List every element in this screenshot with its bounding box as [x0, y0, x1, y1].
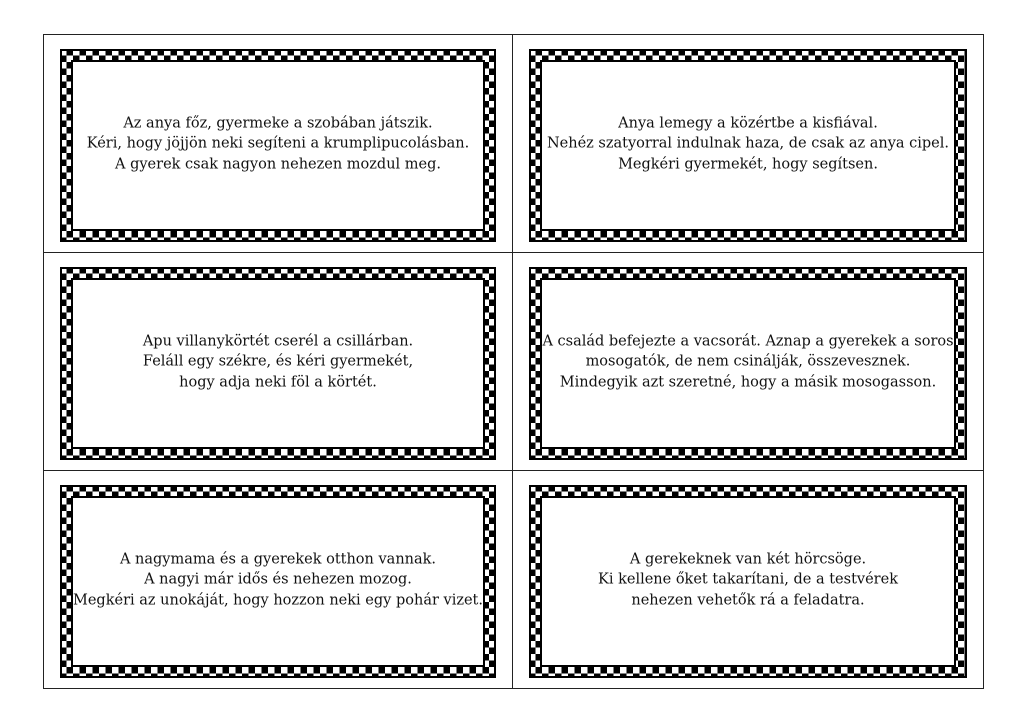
card-line: A család befejezte a vacsorát. Aznap a gyerekek a soros [542, 332, 954, 349]
card-line: Ki kellene őket takarítani, de a testvérek [598, 571, 898, 588]
card-line: Nehéz szatyorral indulnak haza, de csak az anya cipel. [546, 135, 950, 152]
card-text [527, 113, 969, 175]
card-sheet [43, 34, 984, 689]
situation-card-5 [44, 471, 513, 688]
card-line: Apu villanykörtét cserél a csillárban. [142, 332, 414, 349]
card-line: A nagyi már idős és nehezen mozog. [144, 571, 412, 588]
card-line: mosogatók, de nem csinálják, összevesznek. [585, 353, 911, 370]
card-text [527, 549, 969, 611]
card-line: nehezen vehetők rá a feladatra. [631, 591, 865, 608]
card-line: hogy adja neki föl a körtét. [179, 373, 377, 390]
situation-card-1 [44, 35, 513, 253]
card-line: Az anya főz, gyermeke a szobában játszik. [123, 114, 433, 131]
card-line: Megkéri az unokáját, hogy hozzon neki egy pohár vizet. [73, 591, 483, 608]
card-text [527, 331, 969, 393]
card-line: Mindegyik azt szeretné, hogy a másik mosogasson. [559, 373, 937, 390]
card-text [58, 113, 498, 175]
card-line: Kéri, hogy jöjjön neki segíteni a krumplipucolásban. [86, 135, 470, 152]
situation-card-3 [44, 253, 513, 471]
card-line: A nagymama és a gyerekek otthon vannak. [119, 550, 437, 567]
card-line: A gerekeknek van két hörcsöge. [629, 550, 867, 567]
situation-card-2 [513, 35, 983, 253]
card-line: Megkéri gyermekét, hogy segítsen. [618, 155, 878, 172]
situation-card-4 [513, 253, 983, 471]
card-text [58, 331, 498, 393]
situation-card-6 [513, 471, 983, 688]
card-line: A gyerek csak nagyon nehezen mozdul meg. [115, 155, 441, 172]
card-line: Anya lemegy a közértbe a kisfiával. [618, 114, 878, 131]
card-line: Feláll egy székre, és kéri gyermekét, [142, 353, 414, 370]
card-text [58, 549, 498, 611]
